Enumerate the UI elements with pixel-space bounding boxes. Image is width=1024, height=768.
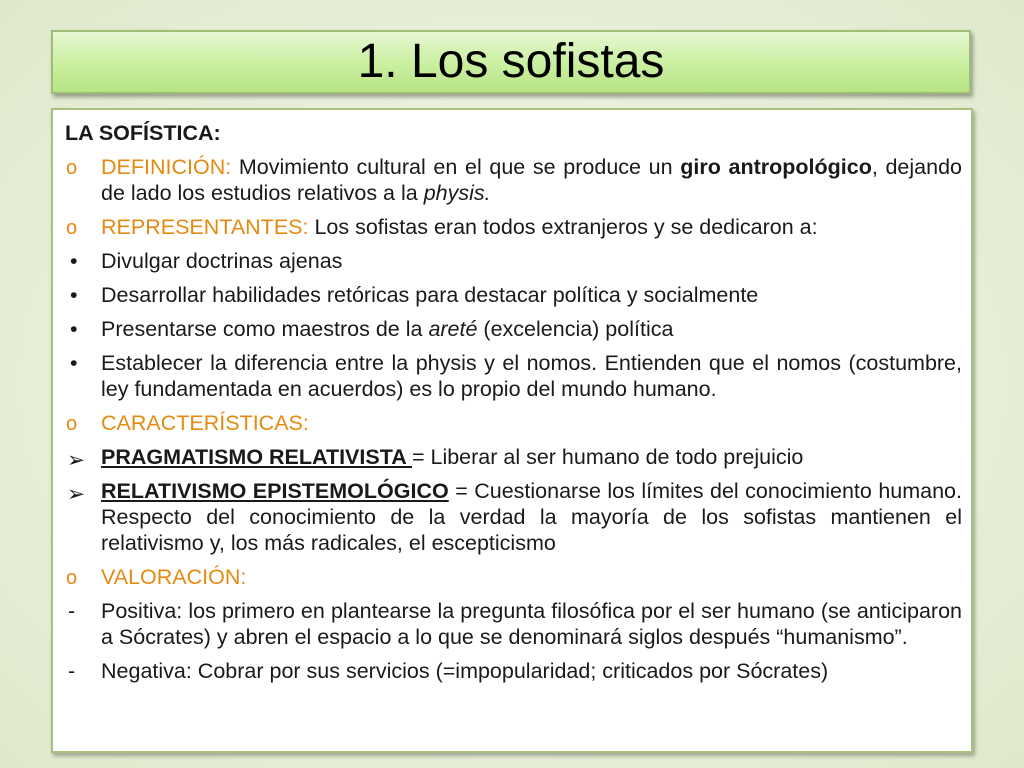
bullet-text-4: Establecer la diferencia entre la physis y el nomos. Entienden que el nomos (costumbre, ley fundamentada en acuerdos) es lo propio del mundo humano.: [101, 351, 962, 401]
relativismo-text: = Cuestionarse los límites del conocimiento humano. Respecto del conocimiento de la verdad la mayoría de los sofistas mantienen el relativismo y, los más radicales, el escepticismo: [101, 479, 962, 555]
caracteristicas-label: CARACTERÍSTICAS:: [101, 411, 309, 435]
arrow-bullet-icon: ➢: [67, 482, 86, 506]
bullet-text-3b: (excelencia) política: [477, 317, 674, 341]
dash-bullet-icon: -: [68, 599, 76, 623]
pragmatismo-label: PRAGMATISMO RELATIVISTA: [101, 445, 412, 469]
dash-item-positiva: [65, 598, 962, 650]
slide-title: 1. Los sofistas: [357, 35, 665, 88]
valoracion-item: [65, 564, 962, 590]
relativismo-label: RELATIVISMO EPISTEMOLÓGICO: [101, 479, 449, 503]
definicion-item: [65, 154, 962, 206]
definicion-label: DEFINICIÓN:: [101, 155, 232, 179]
bullet-icon: •: [70, 283, 78, 307]
bullet-icon: •: [70, 249, 78, 273]
bullet-item-1: [65, 248, 962, 274]
arrow-item-2: [65, 478, 962, 556]
section-heading: LA SOFÍSTICA:: [65, 121, 221, 145]
bullet-text-1: Divulgar doctrinas ajenas: [101, 249, 343, 273]
bullet-item-4: [65, 350, 962, 402]
dash-item-negativa: [65, 658, 962, 684]
pragmatismo-text: = Liberar al ser humano de todo prejuicio: [411, 445, 804, 469]
circle-bullet-icon: o: [66, 567, 78, 589]
bullet-icon: •: [70, 351, 78, 375]
bullet-text-3-italic: areté: [428, 317, 478, 341]
bullet-icon: •: [70, 317, 78, 341]
definicion-bold: giro antropológico: [680, 155, 872, 179]
bullet-item-2: [65, 282, 962, 308]
representantes-label: REPRESENTANTES:: [101, 215, 309, 239]
valoracion-label: VALORACIÓN:: [101, 565, 247, 589]
bullet-item-3: [65, 316, 962, 342]
representantes-item: [65, 214, 962, 240]
arrow-item-1: [65, 444, 962, 470]
dash-bullet-icon: -: [68, 659, 76, 683]
title-banner: [51, 30, 971, 94]
definicion-text-a: Movimiento cultural en el que se produce un: [231, 155, 681, 179]
arrow-bullet-icon: ➢: [67, 448, 86, 472]
bullet-text-2: Desarrollar habilidades retóricas para destacar política y socialmente: [101, 283, 759, 307]
definicion-text-b: , dejando de lado los estudios relativos a la: [101, 155, 962, 205]
circle-bullet-icon: o: [66, 413, 78, 435]
positiva-text: Positiva: los primero en plantearse la pregunta filosófica por el ser humano (se anticiparon a Sócrates) y abren el espacio a lo que se denominará siglos después “humanismo”.: [101, 599, 962, 649]
definicion-italic: physis.: [423, 181, 491, 205]
negativa-text: Negativa: Cobrar por sus servicios (=impopularidad; criticados por Sócrates): [101, 659, 829, 683]
bullet-text-3a: Presentarse como maestros de la: [101, 317, 429, 341]
content-panel: [51, 108, 973, 753]
representantes-text: Los sofistas eran todos extranjeros y se dedicaron a:: [308, 215, 818, 239]
circle-bullet-icon: o: [66, 157, 78, 179]
caracteristicas-item: [65, 410, 962, 436]
circle-bullet-icon: o: [66, 217, 78, 239]
